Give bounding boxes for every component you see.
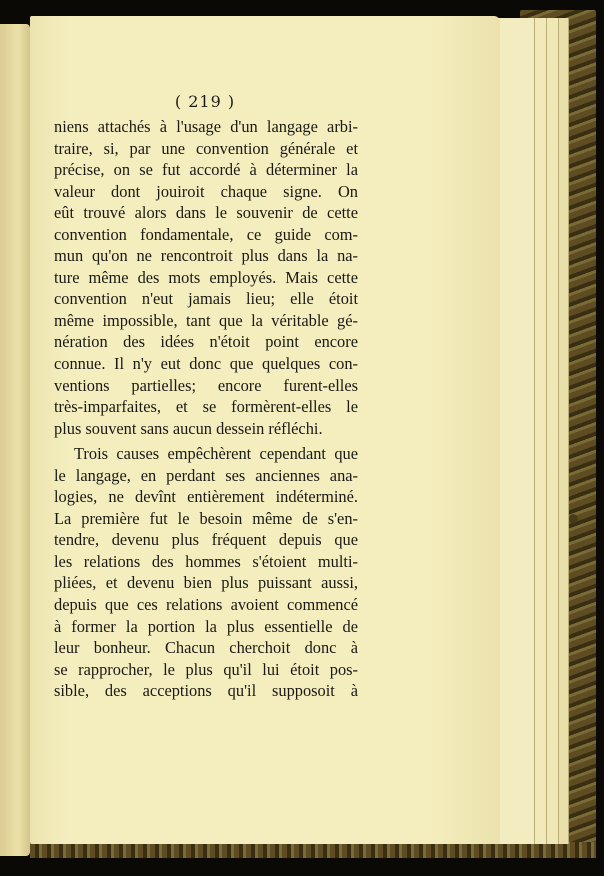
paragraph — [54, 116, 358, 439]
text-line: traire, si, par une convention générale et — [54, 138, 358, 158]
text-line: ture même des mots employés. Mais cette — [54, 267, 358, 287]
text-line: même impossible, tant que la véritable gé- — [54, 310, 358, 330]
text-line: leur bonheur. Chacun cherchoit donc à — [54, 638, 358, 658]
text-line: niens attachés à l'usage d'un langage arbi- — [54, 117, 358, 136]
text-line: sible, des acceptions qu'il supposoit à — [54, 681, 358, 701]
text-line: pliées, et devenu bien plus puissant aussi, — [54, 573, 358, 593]
text-line: très-imparfaites, et se formèrent-elles le — [54, 397, 358, 417]
text-line: eût trouvé alors dans le souvenir de cette — [54, 203, 358, 223]
text-line: depuis que ces relations avoient commencé — [54, 595, 358, 615]
text-line: convention n'eut jamais lieu; elle étoit — [54, 289, 358, 309]
body-text — [54, 116, 358, 702]
text-line: ventions partielles; encore furent-elles — [54, 375, 358, 395]
text-line: se rapprocher, le plus qu'il lui étoit pos- — [54, 659, 358, 679]
text-line: les relations des hommes s'étoient multi- — [54, 551, 358, 571]
text-line: La première fut le besoin même de s'en- — [54, 508, 358, 528]
text-line: nération des idées n'étoit point encore — [54, 332, 358, 352]
text-line: plus souvent sans aucun dessein réfléchi. — [54, 418, 323, 438]
text-line: valeur dont jouiroit chaque signe. On — [54, 181, 358, 201]
text-line: précise, on se fut accordé à déterminer la — [54, 160, 358, 180]
text-line: logies, ne devînt entièrement indéterminé. — [54, 487, 358, 507]
text-line: mun qu'on ne rencontroit plus dans la na- — [54, 246, 358, 266]
page-number: ( 219 ) — [174, 92, 236, 111]
paragraph — [54, 443, 358, 702]
text-line: Trois causes empêchèrent cependant que — [74, 444, 358, 464]
text-line: connue. Il n'y eut donc que quelques con- — [54, 354, 358, 374]
facing-page-edge — [0, 24, 30, 856]
text-line: à former la portion la plus essentielle de — [54, 616, 358, 636]
text-line: le langage, en perdant ses anciennes ana- — [54, 465, 358, 485]
text-line: convention fondamentale, ce guide com- — [54, 224, 358, 244]
text-line: tendre, devenu plus fréquent depuis que — [54, 530, 358, 550]
marbled-cover-edge — [30, 842, 596, 858]
